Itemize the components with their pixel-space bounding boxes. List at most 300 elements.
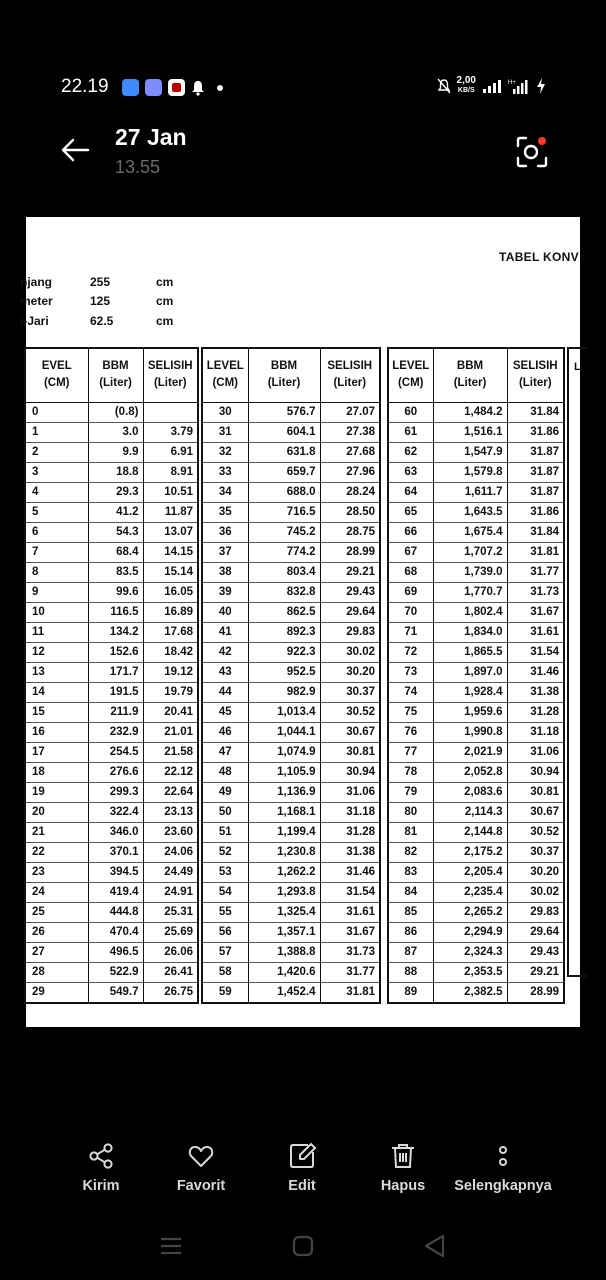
table-row: [388, 842, 564, 862]
level-cell: 81: [388, 822, 433, 842]
selisih-cell: 31.38: [507, 682, 564, 702]
table-row: [202, 642, 380, 662]
bbm-cell: 116.5: [88, 602, 143, 622]
bbm-cell: 444.8: [88, 902, 143, 922]
nav-back-icon[interactable]: [426, 1236, 443, 1256]
table-row: [388, 502, 564, 522]
level-cell: 63: [388, 462, 433, 482]
level-cell: 34: [202, 482, 248, 502]
selisih-cell: 30.52: [507, 822, 564, 842]
selisih-cell: 22.64: [143, 782, 198, 802]
table-row: [388, 782, 564, 802]
spec-row: meter 125 cm: [20, 294, 174, 309]
bbm-cell: 1,420.6: [248, 962, 320, 982]
level-cell: 27: [25, 942, 88, 962]
table-row: [25, 662, 198, 682]
table-row: [25, 982, 198, 1003]
level-cell: 51: [202, 822, 248, 842]
more-icon: [489, 1142, 517, 1170]
bbm-cell: 99.6: [88, 582, 143, 602]
bbm-cell: 1,357.1: [248, 922, 320, 942]
level-cell: 83: [388, 862, 433, 882]
table-row: [202, 502, 380, 522]
level-cell: 7: [25, 542, 88, 562]
system-icons: [437, 76, 546, 96]
selisih-cell: 31.87: [507, 462, 564, 482]
bbm-cell: 2,205.4: [433, 862, 507, 882]
selisih-cell: 30.20: [507, 862, 564, 882]
table-row: [25, 942, 198, 962]
recent-apps-icon[interactable]: [161, 1239, 181, 1253]
selisih-cell: 31.86: [507, 502, 564, 522]
level-cell: 78: [388, 762, 433, 782]
bbm-cell: 659.7: [248, 462, 320, 482]
level-cell: 41: [202, 622, 248, 642]
selisih-cell: 29.83: [320, 622, 380, 642]
level-cell: 8: [25, 562, 88, 582]
level-cell: 36: [202, 522, 248, 542]
selisih-cell: 28.99: [507, 982, 564, 1003]
table-body: [388, 402, 564, 1003]
selisih-cell: 19.79: [143, 682, 198, 702]
selisih-cell: 31.06: [320, 782, 380, 802]
level-cell: 60: [388, 402, 433, 422]
status-bar: [0, 74, 606, 102]
selisih-cell: 31.73: [320, 942, 380, 962]
table-row: [25, 822, 198, 842]
selisih-cell: 6.91: [143, 442, 198, 462]
selisih-cell: 30.52: [320, 702, 380, 722]
level-cell: 86: [388, 922, 433, 942]
level-cell: 61: [388, 422, 433, 442]
level-cell: 11: [25, 622, 88, 642]
level-cell: 76: [388, 722, 433, 742]
level-cell: 89: [388, 982, 433, 1003]
bbm-cell: 1,105.9: [248, 762, 320, 782]
level-cell: 82: [388, 842, 433, 862]
selisih-cell: 17.68: [143, 622, 198, 642]
selisih-cell: 30.37: [507, 842, 564, 862]
selisih-cell: 29.21: [507, 962, 564, 982]
table-row: [25, 882, 198, 902]
selisih-cell: 29.43: [507, 942, 564, 962]
level-cell: 88: [388, 962, 433, 982]
level-cell: 24: [25, 882, 88, 902]
bbm-cell: 370.1: [88, 842, 143, 862]
selisih-cell: 15.14: [143, 562, 198, 582]
bbm-cell: 982.9: [248, 682, 320, 702]
level-cell: 42: [202, 642, 248, 662]
gallery-notification-icon: [145, 79, 162, 96]
bbm-cell: 1,230.8: [248, 842, 320, 862]
selisih-cell: 31.86: [507, 422, 564, 442]
notification-icons: [122, 79, 223, 96]
column-header-bbm: BBM (Liter): [248, 348, 320, 402]
bbm-cell: 688.0: [248, 482, 320, 502]
level-cell: 39: [202, 582, 248, 602]
bbm-cell: 522.9: [88, 962, 143, 982]
table-row: [388, 462, 564, 482]
table-row: [202, 482, 380, 502]
delete-button[interactable]: Hapus: [348, 1142, 458, 1194]
bbm-cell: 346.0: [88, 822, 143, 842]
bbm-cell: 29.3: [88, 482, 143, 502]
selisih-cell: 25.31: [143, 902, 198, 922]
table-row: [202, 562, 380, 582]
level-cell: 10: [25, 602, 88, 622]
selisih-cell: 13.07: [143, 522, 198, 542]
bell-icon: [191, 80, 205, 96]
bbm-cell: 1,484.2: [433, 402, 507, 422]
mute-icon: [437, 78, 451, 94]
record-notification-icon: [168, 79, 185, 96]
selisih-cell: 31.84: [507, 522, 564, 542]
bbm-cell: 1,990.8: [433, 722, 507, 742]
lens-icon[interactable]: [512, 132, 552, 172]
bbm-cell: 1,325.4: [248, 902, 320, 922]
column-header-bbm: BBM (Liter): [433, 348, 507, 402]
selisih-cell: 31.61: [507, 622, 564, 642]
selisih-cell: 21.01: [143, 722, 198, 742]
level-cell: 75: [388, 702, 433, 722]
level-cell: 23: [25, 862, 88, 882]
selisih-cell: 31.38: [320, 842, 380, 862]
conversion-table-block-2: [201, 347, 381, 1004]
selisih-cell: 31.77: [507, 562, 564, 582]
bbm-cell: 2,083.6: [433, 782, 507, 802]
bbm-cell: 211.9: [88, 702, 143, 722]
bbm-cell: 2,235.4: [433, 882, 507, 902]
selisih-cell: 10.51: [143, 482, 198, 502]
bbm-cell: 832.8: [248, 582, 320, 602]
selisih-cell: 31.77: [320, 962, 380, 982]
selisih-cell: 16.89: [143, 602, 198, 622]
level-cell: 13: [25, 662, 88, 682]
status-time: 22.19: [61, 76, 109, 97]
table-row: [25, 422, 198, 442]
table-row: [388, 562, 564, 582]
level-cell: 66: [388, 522, 433, 542]
level-cell: 2: [25, 442, 88, 462]
level-cell: 48: [202, 762, 248, 782]
bbm-cell: 2,294.9: [433, 922, 507, 942]
bbm-cell: 1,388.8: [248, 942, 320, 962]
selisih-cell: 24.06: [143, 842, 198, 862]
bbm-cell: 631.8: [248, 442, 320, 462]
selisih-cell: 30.02: [507, 882, 564, 902]
table-row: [202, 982, 380, 1003]
page-title: 27 Jan: [115, 124, 187, 150]
bbm-cell: 394.5: [88, 862, 143, 882]
selisih-cell: 27.07: [320, 402, 380, 422]
level-cell: 22: [25, 842, 88, 862]
selisih-cell: 31.28: [320, 822, 380, 842]
level-cell: 29: [25, 982, 88, 1003]
table-row: [202, 622, 380, 642]
bbm-cell: 1,865.5: [433, 642, 507, 662]
level-cell: 35: [202, 502, 248, 522]
bbm-cell: 254.5: [88, 742, 143, 762]
table-row: [388, 902, 564, 922]
selisih-cell: 27.68: [320, 442, 380, 462]
selisih-cell: 23.60: [143, 822, 198, 842]
selisih-cell: 30.81: [507, 782, 564, 802]
table-row: [25, 862, 198, 882]
level-cell: 18: [25, 762, 88, 782]
level-cell: 44: [202, 682, 248, 702]
level-cell: 9: [25, 582, 88, 602]
selisih-cell: 28.50: [320, 502, 380, 522]
column-header-bbm: BBM (Liter): [88, 348, 143, 402]
document-image[interactable]: [20, 217, 581, 1027]
selisih-cell: 24.49: [143, 862, 198, 882]
column-header-selisih: SELISIH (Liter): [507, 348, 564, 402]
table-row: [388, 422, 564, 442]
level-cell: 43: [202, 662, 248, 682]
selisih-cell: 30.20: [320, 662, 380, 682]
level-cell: 40: [202, 602, 248, 622]
level-cell: 31: [202, 422, 248, 442]
share-button[interactable]: Kirim: [46, 1142, 156, 1194]
level-cell: 64: [388, 482, 433, 502]
selisih-cell: 30.67: [320, 722, 380, 742]
level-cell: 84: [388, 882, 433, 902]
bbm-cell: 18.8: [88, 462, 143, 482]
table-row: [388, 922, 564, 942]
table-row: [202, 922, 380, 942]
table-row: [25, 482, 198, 502]
table-row: [25, 442, 198, 462]
bbm-cell: 1,136.9: [248, 782, 320, 802]
table-row: [388, 722, 564, 742]
table-row: [388, 762, 564, 782]
level-cell: 21: [25, 822, 88, 842]
bbm-cell: 1,928.4: [433, 682, 507, 702]
level-cell: 1: [25, 422, 88, 442]
level-cell: 50: [202, 802, 248, 822]
table-row: [388, 442, 564, 462]
level-cell: 17: [25, 742, 88, 762]
selisih-cell: 31.28: [507, 702, 564, 722]
bbm-cell: 299.3: [88, 782, 143, 802]
level-cell: 58: [202, 962, 248, 982]
bbm-cell: 1,293.8: [248, 882, 320, 902]
selisih-cell: 31.18: [507, 722, 564, 742]
bbm-cell: 892.3: [248, 622, 320, 642]
table-row: [388, 802, 564, 822]
bbm-cell: 496.5: [88, 942, 143, 962]
table-row: [25, 462, 198, 482]
bbm-cell: 3.0: [88, 422, 143, 442]
bbm-cell: 1,802.4: [433, 602, 507, 622]
table-row: [202, 742, 380, 762]
selisih-cell: 16.05: [143, 582, 198, 602]
edit-button[interactable]: Edit: [247, 1142, 357, 1194]
level-cell: 74: [388, 682, 433, 702]
trash-icon: [389, 1142, 417, 1170]
action-bar: [0, 1142, 606, 1202]
selisih-cell: 11.87: [143, 502, 198, 522]
selisih-cell: 28.75: [320, 522, 380, 542]
level-cell: 57: [202, 942, 248, 962]
bbm-cell: 1,611.7: [433, 482, 507, 502]
column-header-selisih: SELISIH (Liter): [143, 348, 198, 402]
table-row: [202, 962, 380, 982]
table-row: [25, 642, 198, 662]
level-cell: 38: [202, 562, 248, 582]
bbm-cell: 1,834.0: [433, 622, 507, 642]
column-header-selisih: SELISIH (Liter): [320, 348, 380, 402]
page-subtitle: 13.55: [115, 157, 161, 177]
selisih-cell: 22.12: [143, 762, 198, 782]
signal-2-icon: [508, 78, 530, 94]
table-row: [388, 962, 564, 982]
table-row: [25, 842, 198, 862]
back-arrow-icon[interactable]: [58, 134, 94, 166]
bbm-cell: 419.4: [88, 882, 143, 902]
net-speed: 2,00 KB/S: [456, 75, 476, 94]
bbm-cell: 862.5: [248, 602, 320, 622]
bbm-cell: 1,959.6: [433, 702, 507, 722]
column-header-level: LEVEL (CM): [202, 348, 248, 402]
table-row: [202, 842, 380, 862]
table-row: [202, 882, 380, 902]
bbm-cell: 2,175.2: [433, 842, 507, 862]
bbm-cell: 2,114.3: [433, 802, 507, 822]
level-cell: 72: [388, 642, 433, 662]
bbm-cell: 2,052.8: [433, 762, 507, 782]
table-row: [25, 602, 198, 622]
selisih-cell: 28.99: [320, 542, 380, 562]
column-header-level: LEVEL (CM): [388, 348, 433, 402]
table-row: [388, 522, 564, 542]
table-row: [202, 822, 380, 842]
bbm-cell: 1,452.4: [248, 982, 320, 1003]
selisih-cell: 31.81: [320, 982, 380, 1003]
table-row: [25, 762, 198, 782]
cut-off-table-block: L: [567, 347, 587, 977]
bbm-cell: 232.9: [88, 722, 143, 742]
selisih-cell: 25.69: [143, 922, 198, 942]
table-row: [388, 822, 564, 842]
level-cell: 5: [25, 502, 88, 522]
selisih-cell: 31.87: [507, 482, 564, 502]
bbm-cell: 549.7: [88, 982, 143, 1003]
level-cell: 65: [388, 502, 433, 522]
bbm-cell: 9.9: [88, 442, 143, 462]
level-cell: 3: [25, 462, 88, 482]
table-row: [388, 742, 564, 762]
bbm-cell: 152.6: [88, 642, 143, 662]
svg-text:H+: H+: [508, 80, 516, 86]
selisih-cell: 30.02: [320, 642, 380, 662]
level-cell: 80: [388, 802, 433, 822]
home-icon[interactable]: [294, 1237, 312, 1255]
bbm-cell: 952.5: [248, 662, 320, 682]
selisih-cell: 20.41: [143, 702, 198, 722]
selisih-cell: 29.64: [507, 922, 564, 942]
selisih-cell: 29.64: [320, 602, 380, 622]
table-row: [25, 402, 198, 422]
signal-icon: [482, 79, 502, 93]
table-row: [388, 602, 564, 622]
bbm-cell: 2,324.3: [433, 942, 507, 962]
table-row: [202, 462, 380, 482]
table-row: [202, 402, 380, 422]
level-cell: 53: [202, 862, 248, 882]
level-cell: 73: [388, 662, 433, 682]
navigation-bar: [0, 1232, 606, 1262]
more-button[interactable]: Selengkapnya: [448, 1142, 558, 1194]
more-notifications-icon: [217, 85, 223, 91]
selisih-cell: 27.96: [320, 462, 380, 482]
selisih-cell: 18.42: [143, 642, 198, 662]
level-cell: 52: [202, 842, 248, 862]
table-row: [388, 662, 564, 682]
conversion-table-block-3: [387, 347, 565, 1004]
table-row: [388, 482, 564, 502]
table-row: [202, 862, 380, 882]
level-cell: 79: [388, 782, 433, 802]
bbm-cell: 774.2: [248, 542, 320, 562]
selisih-cell: 30.81: [320, 742, 380, 762]
level-cell: 16: [25, 722, 88, 742]
selisih-cell: 19.12: [143, 662, 198, 682]
battery-charging-icon: [536, 77, 546, 95]
selisih-cell: 23.13: [143, 802, 198, 822]
column-header-level: EVEL (CM): [25, 348, 88, 402]
level-cell: 12: [25, 642, 88, 662]
share-icon: [87, 1142, 115, 1170]
bbm-cell: 2,265.2: [433, 902, 507, 922]
spec-row: i-Jari 62.5 cm: [20, 313, 174, 328]
selisih-cell: 24.91: [143, 882, 198, 902]
favorite-button[interactable]: Favorit: [146, 1142, 256, 1194]
selisih-cell: 31.18: [320, 802, 380, 822]
level-cell: 30: [202, 402, 248, 422]
bbm-cell: 1,547.9: [433, 442, 507, 462]
selisih-cell: 29.43: [320, 582, 380, 602]
table-row: [202, 942, 380, 962]
bbm-cell: 1,739.0: [433, 562, 507, 582]
level-cell: 56: [202, 922, 248, 942]
table-row: [25, 782, 198, 802]
level-cell: 46: [202, 722, 248, 742]
table-row: [202, 902, 380, 922]
selisih-cell: 31.06: [507, 742, 564, 762]
bbm-cell: 1,199.4: [248, 822, 320, 842]
selisih-cell: 31.87: [507, 442, 564, 462]
level-cell: 26: [25, 922, 88, 942]
table-row: [202, 682, 380, 702]
bbm-cell: 1,707.2: [433, 542, 507, 562]
table-row: [202, 702, 380, 722]
selisih-cell: 31.54: [320, 882, 380, 902]
table-row: [388, 402, 564, 422]
selisih-cell: 21.58: [143, 742, 198, 762]
table-row: [202, 722, 380, 742]
level-cell: 87: [388, 942, 433, 962]
bbm-cell: 83.5: [88, 562, 143, 582]
bbm-cell: 803.4: [248, 562, 320, 582]
table-row: [25, 722, 198, 742]
selisih-cell: 31.61: [320, 902, 380, 922]
bbm-cell: 54.3: [88, 522, 143, 542]
table-row: [388, 702, 564, 722]
table-row: [388, 882, 564, 902]
bbm-cell: 1,044.1: [248, 722, 320, 742]
bbm-cell: 322.4: [88, 802, 143, 822]
